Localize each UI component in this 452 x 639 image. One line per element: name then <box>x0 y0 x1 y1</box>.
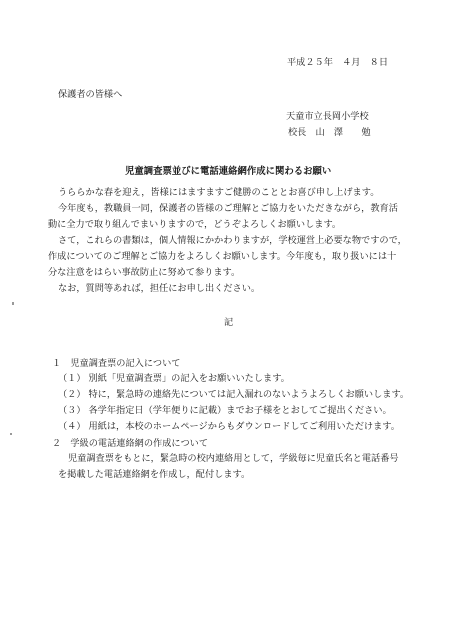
intro-line: なお，質問等あれば，担任にお申し出ください。 <box>58 283 261 294</box>
section2-body-line: を掲載した電話連絡網を作成し，配付します。 <box>58 469 251 480</box>
section1-item: （２） 特に，緊急時の連絡先については記入漏れのないようよろしくお願いします。 <box>58 389 410 400</box>
intro-line: 今年度も，教職員一同，保護者の皆様のご理解とご協力をいただきながら，教育活 <box>58 203 398 214</box>
principal-name: 校長 山 澤 勉 <box>288 127 371 138</box>
section2-body-line: 児童調査票をもとに，緊急時の校内連絡用として，学級毎に児童氏名と電話番号 <box>68 453 399 464</box>
intro-line: うららかな春を迎え，皆様にはますますご健勝のこととお喜び申し上げます。 <box>58 187 380 198</box>
section1-item: （３） 各学年指定日（学年便りに記載）までお子様をとおしてご提出ください。 <box>58 405 392 416</box>
document-title: 児童調査票並びに電話連絡網作成に関わるお願い <box>125 166 332 177</box>
scan-speck <box>10 433 12 435</box>
document-date: 平成２５年 ４月 ８日 <box>287 57 389 68</box>
section1-item: （１） 別紙「児童調査票」の記入をお願いいたします。 <box>58 373 290 384</box>
addressee: 保護者の皆様へ <box>58 89 123 100</box>
intro-line: 動に全力で取り組んでまいりますので，どうぞよろしくお願いします。 <box>48 219 342 230</box>
section2-heading: ２ 学級の電話連絡網の作成について <box>52 438 209 449</box>
section1-heading: １ 児童調査票の記入について <box>52 358 181 369</box>
ki-marker: 記 <box>224 317 234 328</box>
school-name: 天童市立長岡小学校 <box>286 111 369 122</box>
intro-line: さて，これらの書類は，個人情報にかかわりますが，学校運営上必要な物ですので， <box>58 235 407 246</box>
scan-speck <box>12 302 14 305</box>
intro-line: 分な注意をはらい事故防止に努めて参ります。 <box>48 267 241 278</box>
section1-item: （４） 用紙は，本校のホームページからもダウンロードしてご利用いただけます。 <box>58 421 400 432</box>
intro-line: 作成についてのご理解とご協力をよろしくお願いします。今年度も，取り扱いには十 <box>48 251 397 262</box>
